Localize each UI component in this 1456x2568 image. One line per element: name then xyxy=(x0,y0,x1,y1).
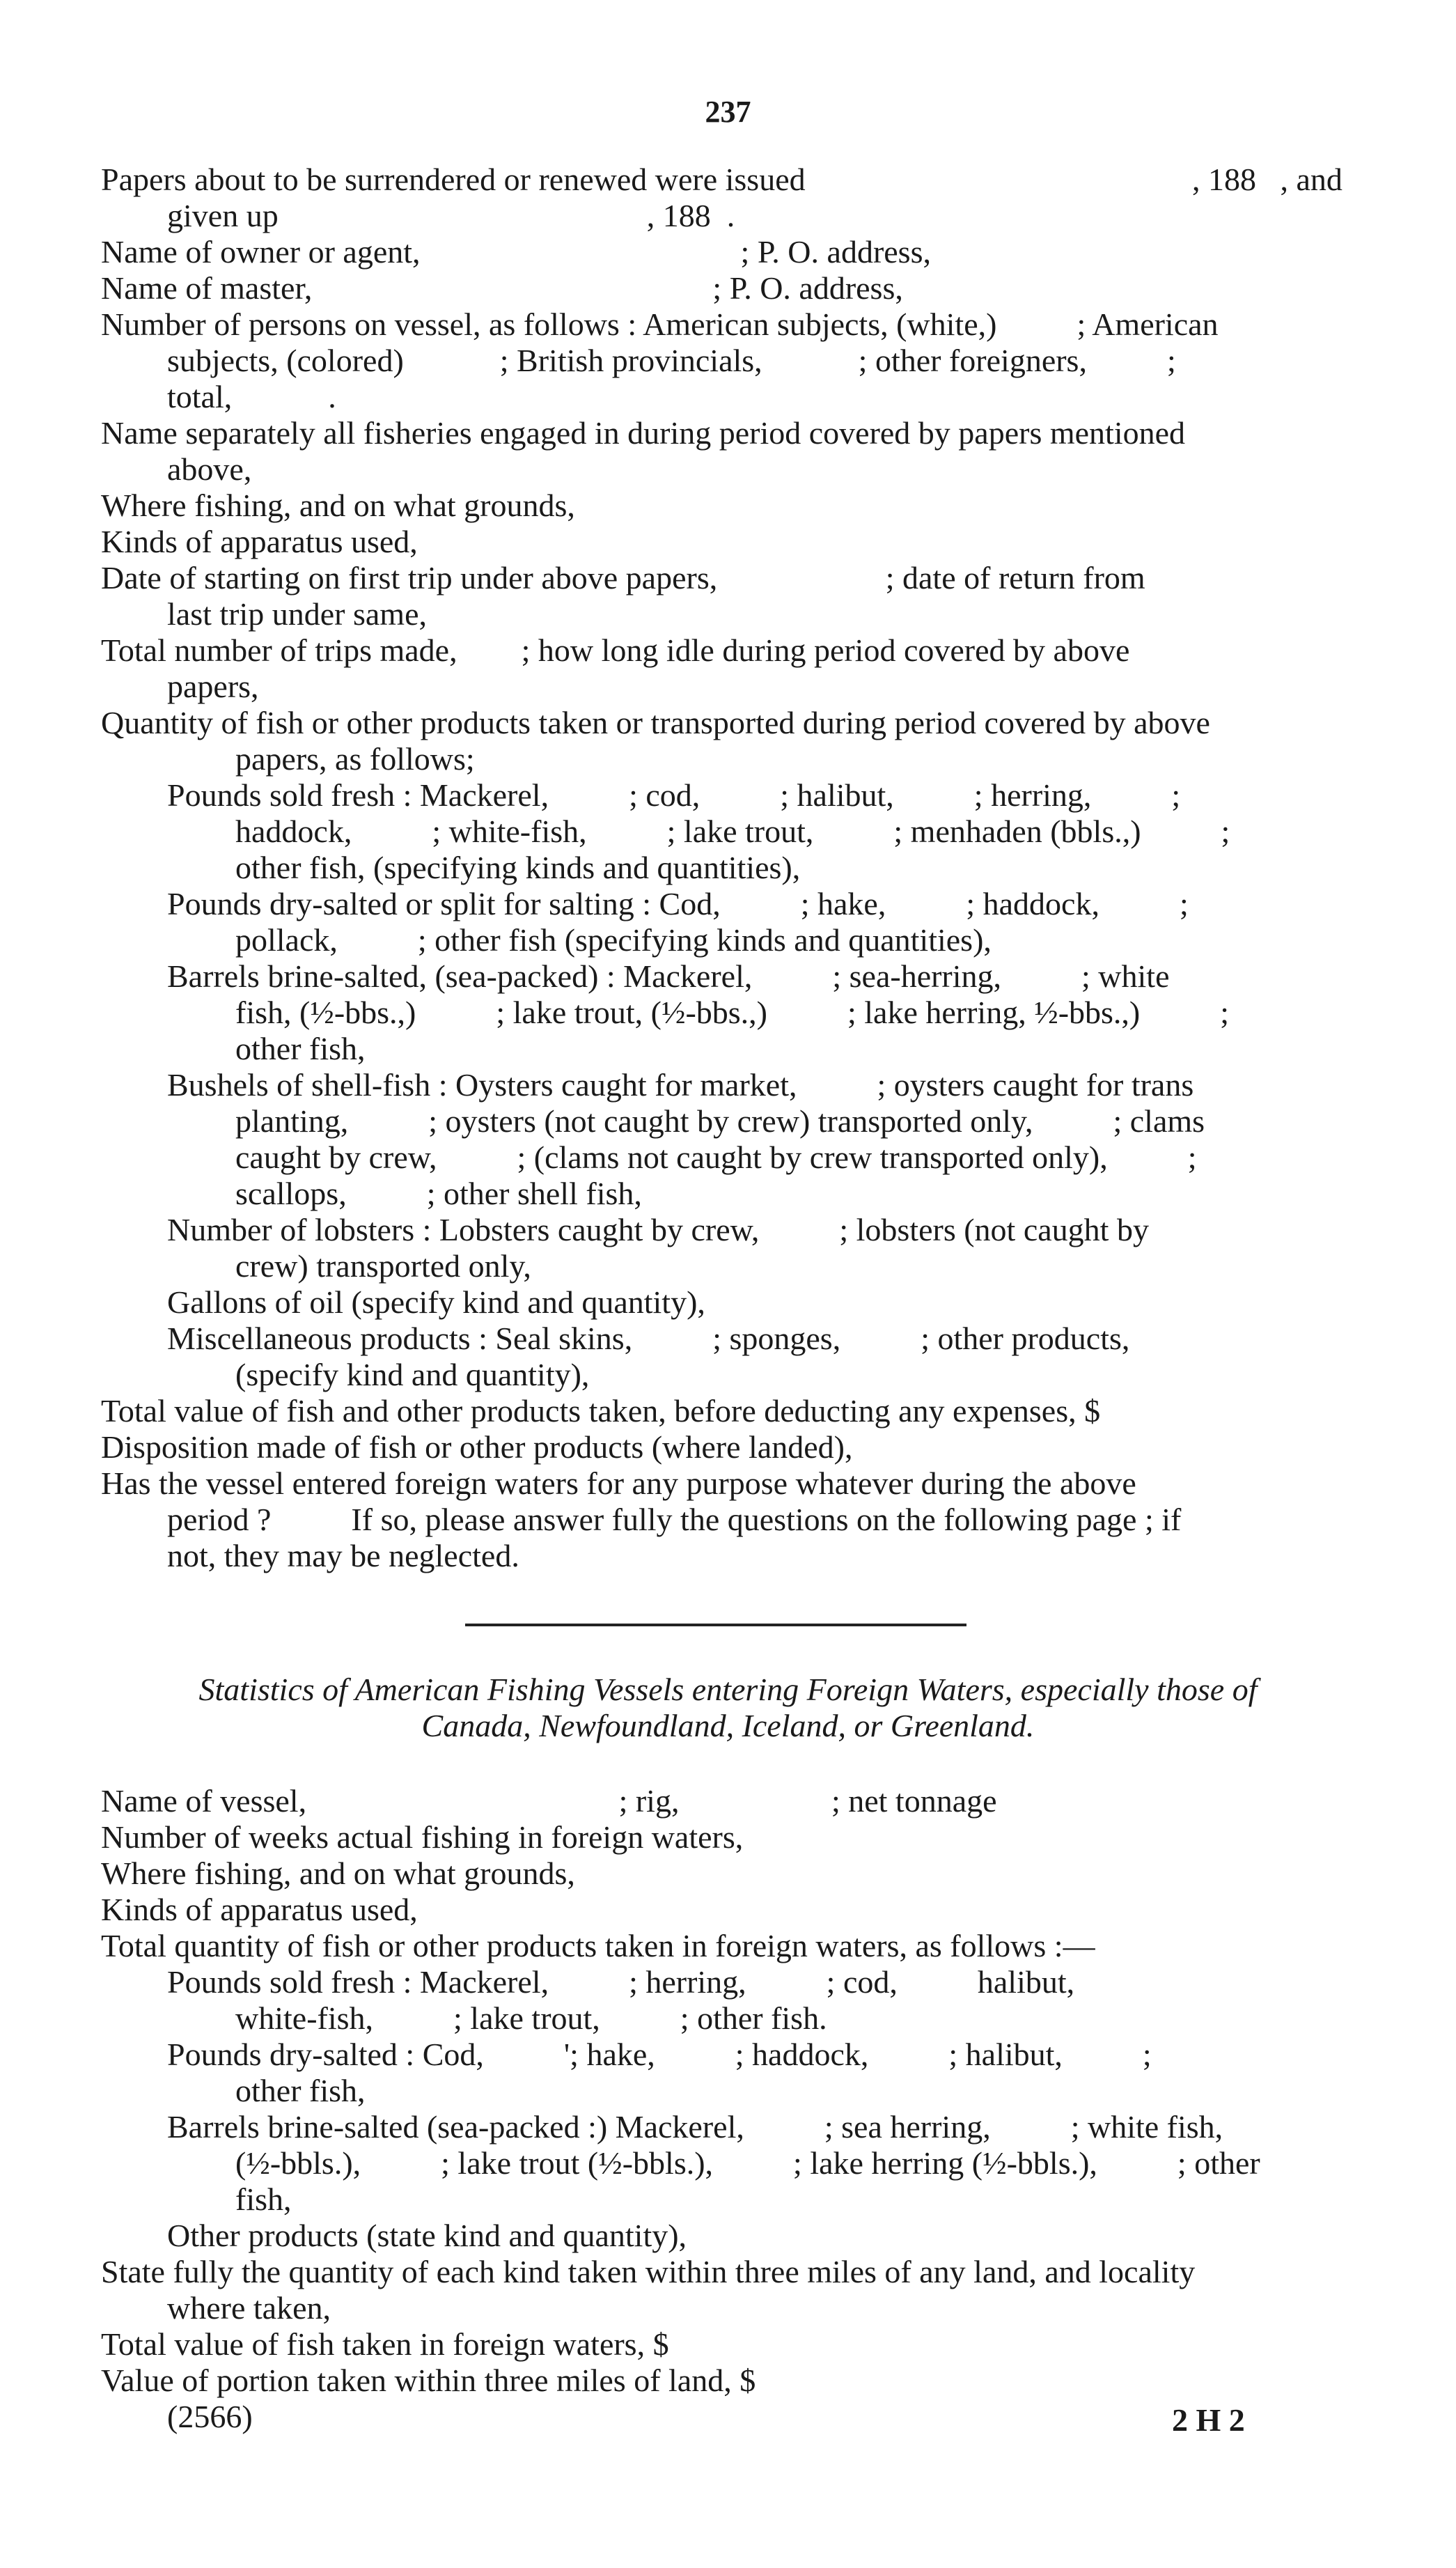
questionnaire-line: Where fishing, and on what grounds, xyxy=(101,488,575,523)
questionnaire-line: Quantity of fish or other products taken or transported during period covered by above xyxy=(101,705,1210,740)
questionnaire-line: Barrels brine-salted, (sea-packed) : Mackerel, ; sea-herring, ; white xyxy=(167,958,1170,994)
page-number: 237 xyxy=(705,95,751,129)
questionnaire-line: Pounds dry-salted or split for salting : Cod, ; hake, ; haddock, ; xyxy=(167,886,1189,921)
questionnaire-line: planting, ; oysters (not caught by crew) transported only, ; clams xyxy=(235,1103,1205,1139)
statistics-line: fish, xyxy=(235,2181,292,2217)
questionnaire-line: scallops, ; other shell fish, xyxy=(235,1176,642,1211)
questionnaire-line: Total number of trips made, ; how long idle during period covered by above xyxy=(101,632,1130,668)
statistics-line: Total quantity of fish or other products taken in foreign waters, as follows :— xyxy=(101,1928,1095,1963)
issued-date-line-right: , 188 , and xyxy=(1192,162,1343,197)
questionnaire-line: Has the vessel entered foreign waters for any purpose whatever during the above xyxy=(101,1465,1136,1501)
footer-signature-mark: 2 H 2 xyxy=(1172,2402,1245,2438)
questionnaire-line: Total value of fish and other products taken, before deducting any expenses, $ xyxy=(101,1393,1101,1429)
questionnaire-line: papers, xyxy=(167,669,259,704)
statistics-line: (½-bbls.), ; lake trout (½-bbls.), ; lake herring (½-bbls.), ; other xyxy=(235,2145,1260,2181)
questionnaire-line: haddock, ; white-fish, ; lake trout, ; menhaden (bbls.,) ; xyxy=(235,814,1230,849)
statistics-line: Pounds dry-salted : Cod, '; hake, ; haddock, ; halibut, ; xyxy=(167,2037,1152,2072)
statistics-line: Kinds of apparatus used, xyxy=(101,1892,418,1927)
questionnaire-line: Number of lobsters : Lobsters caught by crew, ; lobsters (not caught by xyxy=(167,1212,1149,1247)
questionnaire-line: Kinds of apparatus used, xyxy=(101,524,418,559)
questionnaire-line: Pounds sold fresh : Mackerel, ; cod, ; halibut, ; herring, ; xyxy=(167,777,1181,813)
questionnaire-line: given up , 188 . xyxy=(167,198,735,233)
questionnaire-line: subjects, (colored) ; British provincials, ; other foreigners, ; xyxy=(167,343,1176,378)
statistics-line: where taken, xyxy=(167,2290,331,2326)
questionnaire-line: Gallons of oil (specify kind and quantity), xyxy=(167,1284,705,1320)
questionnaire-line: Miscellaneous products : Seal skins, ; sponges, ; other products, xyxy=(167,1321,1130,1356)
questionnaire-line: Bushels of shell-fish : Oysters caught for market, ; oysters caught for trans xyxy=(167,1067,1194,1103)
questionnaire-line: above, xyxy=(167,451,252,487)
questionnaire-line: crew) transported only, xyxy=(235,1248,531,1284)
section-divider xyxy=(465,1624,966,1626)
questionnaire-line: pollack, ; other fish (specifying kinds and quantities), xyxy=(235,922,992,958)
statistics-line: Where fishing, and on what grounds, xyxy=(101,1855,575,1891)
questionnaire-line: Name of master, ; P. O. address, xyxy=(101,270,903,306)
statistics-line: Number of weeks actual fishing in foreign waters, xyxy=(101,1819,744,1855)
statistics-line: Total value of fish taken in foreign waters, $ xyxy=(101,2326,669,2362)
statistics-title-line-2: Canada, Newfoundland, Iceland, or Greenland. xyxy=(421,1708,1035,1743)
questionnaire-line: Name of owner or agent, ; P. O. address, xyxy=(101,234,931,270)
statistics-line: Pounds sold fresh : Mackerel, ; herring, ; cod, halibut, xyxy=(167,1964,1075,2000)
questionnaire-line: Papers about to be surrendered or renewed were issued xyxy=(101,162,806,197)
questionnaire-line: other fish, xyxy=(235,1031,366,1066)
statistics-line: other fish, xyxy=(235,2073,366,2108)
questionnaire-line: Disposition made of fish or other products (where landed), xyxy=(101,1429,853,1465)
questionnaire-line: papers, as follows; xyxy=(235,741,475,777)
footer-signature-number: (2566) xyxy=(167,2399,253,2434)
questionnaire-line: (specify kind and quantity), xyxy=(235,1357,590,1392)
questionnaire-line: last trip under same, xyxy=(167,596,428,632)
statistics-line: Name of vessel, ; rig, ; net tonnage xyxy=(101,1783,997,1819)
statistics-title-line-1: Statistics of American Fishing Vessels entering Foreign Waters, especially those of xyxy=(198,1672,1258,1707)
questionnaire-line: caught by crew, ; (clams not caught by crew transported only), ; xyxy=(235,1139,1197,1175)
statistics-line: Other products (state kind and quantity), xyxy=(167,2218,687,2253)
questionnaire-line: not, they may be neglected. xyxy=(167,1538,519,1573)
questionnaire-line: Number of persons on vessel, as follows : American subjects, (white,) ; American xyxy=(101,306,1219,342)
statistics-line: Barrels brine-salted (sea-packed :) Mackerel, ; sea herring, ; white fish, xyxy=(167,2109,1223,2145)
statistics-line: State fully the quantity of each kind taken within three miles of any land, and locality xyxy=(101,2254,1196,2289)
questionnaire-line: Date of starting on first trip under above papers, ; date of return from xyxy=(101,560,1145,596)
questionnaire-line: Name separately all fisheries engaged in during period covered by papers mentioned xyxy=(101,415,1186,451)
questionnaire-line: fish, (½-bbs.,) ; lake trout, (½-bbs.,) ; lake herring, ½-bbs.,) ; xyxy=(235,995,1230,1030)
statistics-line: white-fish, ; lake trout, ; other fish. xyxy=(235,2000,827,2036)
questionnaire-line: period ? If so, please answer fully the questions on the following page ; if xyxy=(167,1502,1182,1537)
questionnaire-line: other fish, (specifying kinds and quantities), xyxy=(235,850,801,885)
questionnaire-line: total, . xyxy=(167,379,336,414)
statistics-line: Value of portion taken within three miles of land, $ xyxy=(101,2363,756,2398)
